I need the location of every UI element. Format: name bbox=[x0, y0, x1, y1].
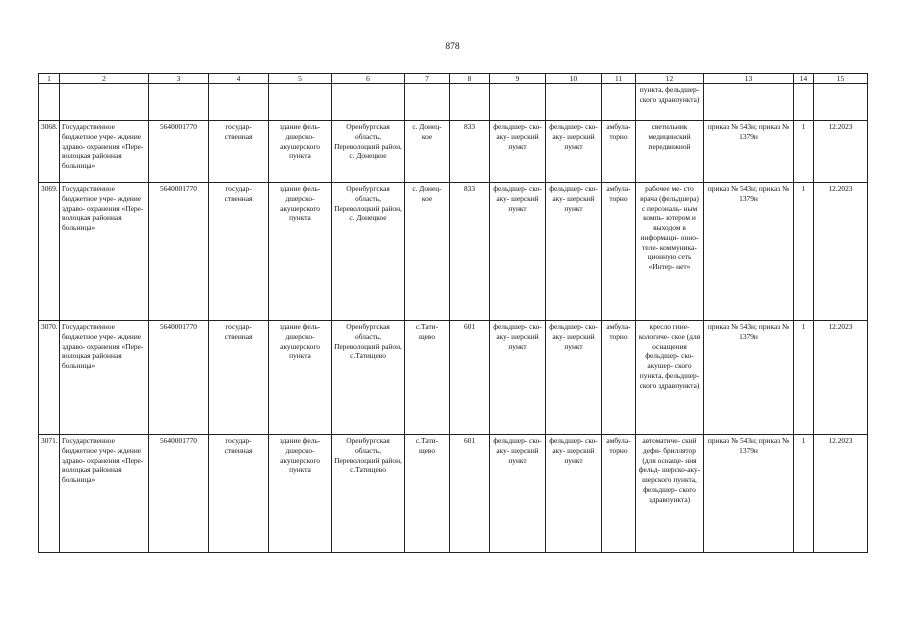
column-number: 12 bbox=[636, 74, 704, 84]
population: 601 bbox=[450, 435, 490, 553]
ownership: государ- ственная bbox=[209, 435, 269, 553]
facility-type: фельдшер- ско-аку- шерский пункт bbox=[490, 435, 546, 553]
institution-name: Государственное бюджетное учре- ждение здраво- охранения «Пере- волоцкая районная больница» bbox=[60, 121, 149, 183]
due-date: 12.2023 bbox=[814, 321, 868, 435]
population: 601 bbox=[450, 321, 490, 435]
building: здание фель- дшерско- акушерского пункта bbox=[269, 435, 332, 553]
building: здание фель- дшерско- акушерского пункта bbox=[269, 121, 332, 183]
row-number: 3071. bbox=[39, 435, 60, 553]
table-row bbox=[39, 183, 868, 321]
quantity: 1 bbox=[794, 435, 814, 553]
column-number: 10 bbox=[546, 74, 602, 84]
inn-code: 5640001770 bbox=[149, 321, 209, 435]
quantity: 1 bbox=[794, 121, 814, 183]
column-number: 9 bbox=[490, 74, 546, 84]
registry-table bbox=[38, 73, 868, 553]
column-number: 6 bbox=[332, 74, 405, 84]
column-number: 1 bbox=[39, 74, 60, 84]
facility-type: фельдшер- ско-аку- шерский пункт bbox=[490, 121, 546, 183]
building: здание фель- дшерско- акушерского пункта bbox=[269, 183, 332, 321]
population: 833 bbox=[450, 183, 490, 321]
page-number: 878 bbox=[445, 42, 460, 52]
continuation-row bbox=[39, 84, 868, 121]
column-number: 2 bbox=[60, 74, 149, 84]
ownership: государ- ственная bbox=[209, 321, 269, 435]
column-number: 4 bbox=[209, 74, 269, 84]
locality: с. Донец- кое bbox=[405, 121, 450, 183]
facility-type: фельдшер- ско-аку- шерский пункт bbox=[490, 321, 546, 435]
locality: с.Тати- щево bbox=[405, 435, 450, 553]
population: 833 bbox=[450, 121, 490, 183]
row-number: 3068. bbox=[39, 121, 60, 183]
table-row bbox=[39, 121, 868, 183]
institution-name: Государственное бюджетное учре- ждение здраво- охранения «Пере- волоцкая районная больница» bbox=[60, 183, 149, 321]
inn-code: 5640001770 bbox=[149, 121, 209, 183]
order-reference: приказ № 543н; приказ № 1379н bbox=[704, 121, 794, 183]
equipment-name: кресло гине- кологиче- ское (для оснащения фельдшер- ско-акушер- ского пункта, фельдшер- ского здравпункта) bbox=[636, 321, 704, 435]
inn-code: 5640001770 bbox=[149, 435, 209, 553]
column-number: 13 bbox=[704, 74, 794, 84]
address: Оренбургская область, Переволоцкий район, с.Татищево bbox=[332, 435, 405, 553]
equipment-name: рабочее ме- сто врача (фельдшера) с персональ- ным компь- ютером и выходом в информаци- онно-теле- коммуника- ционную сеть «Интер- нет» bbox=[636, 183, 704, 321]
quantity: 1 bbox=[794, 321, 814, 435]
column-number: 15 bbox=[814, 74, 868, 84]
institution-name: Государственное бюджетное учре- ждение здраво- охранения «Пере- волоцкая районная больница» bbox=[60, 321, 149, 435]
order-reference: приказ № 543н; приказ № 1379н bbox=[704, 435, 794, 553]
due-date: 12.2023 bbox=[814, 121, 868, 183]
column-number: 3 bbox=[149, 74, 209, 84]
building: здание фель- дшерско- акушерского пункта bbox=[269, 321, 332, 435]
institution-name: Государственное бюджетное учре- ждение здраво- охранения «Пере- волоцкая районная больница» bbox=[60, 435, 149, 553]
due-date: 12.2023 bbox=[814, 183, 868, 321]
facility-type: фельдшер- ско-аку- шерский пункт bbox=[546, 321, 602, 435]
facility-type: фельдшер- ско-аку- шерский пункт bbox=[546, 121, 602, 183]
column-number: 14 bbox=[794, 74, 814, 84]
care-condition: амбула- торно bbox=[602, 321, 636, 435]
equipment-name: светильник медицинский передвижной bbox=[636, 121, 704, 183]
care-condition: амбула- торно bbox=[602, 121, 636, 183]
address: Оренбургская область, Переволоцкий район, с.Татищево bbox=[332, 321, 405, 435]
locality: с.Тати- щево bbox=[405, 321, 450, 435]
column-number: 8 bbox=[450, 74, 490, 84]
inn-code: 5640001770 bbox=[149, 183, 209, 321]
facility-type: фельдшер- ско-аку- шерский пункт bbox=[546, 183, 602, 321]
address: Оренбургская область, Переволоцкий район, с. Донецкое bbox=[332, 183, 405, 321]
care-condition: амбула- торно bbox=[602, 435, 636, 553]
column-number-row bbox=[39, 74, 868, 84]
care-condition: амбула- торно bbox=[602, 183, 636, 321]
ownership: государ- ственная bbox=[209, 183, 269, 321]
column-number: 11 bbox=[602, 74, 636, 84]
due-date: 12.2023 bbox=[814, 435, 868, 553]
locality: с. Донец- кое bbox=[405, 183, 450, 321]
table-row bbox=[39, 321, 868, 435]
facility-type: фельдшер- ско-аку- шерский пункт bbox=[490, 183, 546, 321]
order-reference: приказ № 543н; приказ № 1379н bbox=[704, 321, 794, 435]
row-number: 3070. bbox=[39, 321, 60, 435]
continuation-text: пункта, фельдшер- ского здравпункта) bbox=[636, 84, 704, 121]
column-number: 5 bbox=[269, 74, 332, 84]
column-number: 7 bbox=[405, 74, 450, 84]
row-number: 3069. bbox=[39, 183, 60, 321]
address: Оренбургская область, Переволоцкий район, с. Донецкое bbox=[332, 121, 405, 183]
table-row bbox=[39, 435, 868, 553]
ownership: государ- ственная bbox=[209, 121, 269, 183]
facility-type: фельдшер- ско-аку- шерский пункт bbox=[546, 435, 602, 553]
equipment-name: автоматиче- ский дефи- бриллятор (для оснаще- ния фельд- шерско-аку- шерского пункта, фельдшер- ского здравпункта) bbox=[636, 435, 704, 553]
quantity: 1 bbox=[794, 183, 814, 321]
order-reference: приказ № 543н; приказ № 1379н bbox=[704, 183, 794, 321]
